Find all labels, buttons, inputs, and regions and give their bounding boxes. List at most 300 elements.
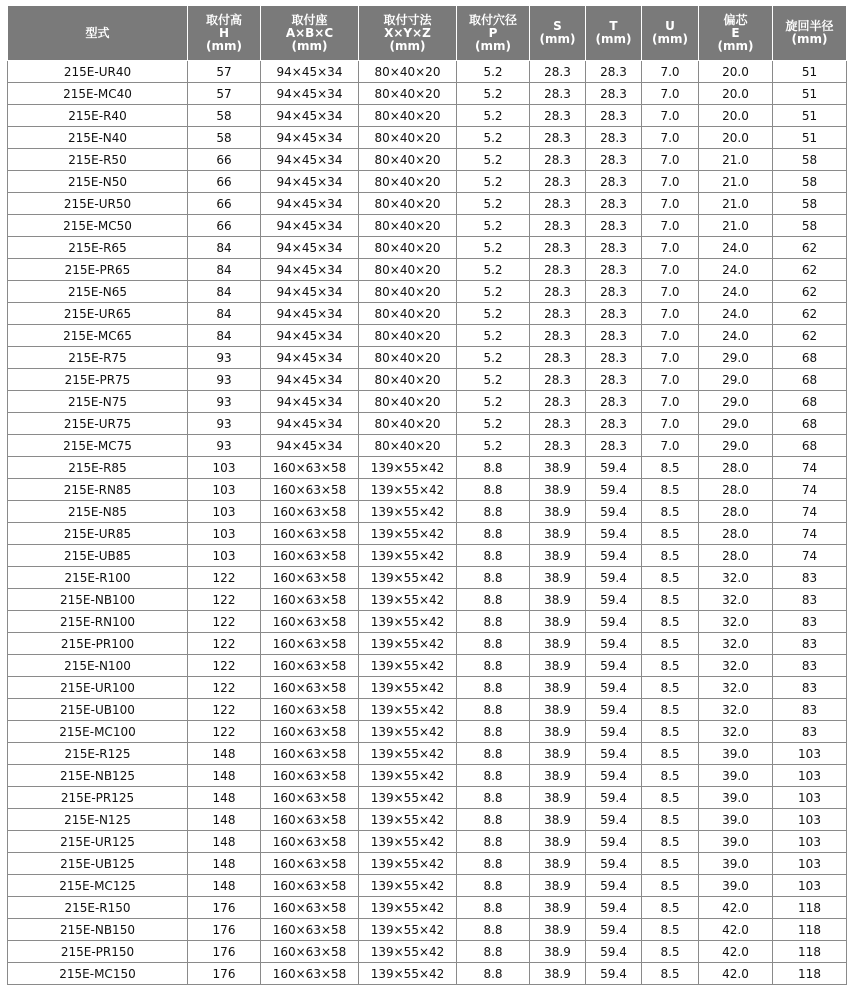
cell-height-h: 84 bbox=[188, 259, 261, 281]
table-row bbox=[8, 765, 847, 787]
cell-t: 28.3 bbox=[586, 149, 642, 171]
cell-s: 28.3 bbox=[530, 237, 586, 259]
cell-model: 215E-UR85 bbox=[8, 523, 188, 545]
table-row bbox=[8, 809, 847, 831]
cell-model: 215E-R125 bbox=[8, 743, 188, 765]
cell-swing-radius: 62 bbox=[773, 259, 847, 281]
cell-height-h: 103 bbox=[188, 545, 261, 567]
cell-mount-seat-axbxc: 94×45×34 bbox=[261, 391, 359, 413]
cell-model: 215E-N100 bbox=[8, 655, 188, 677]
cell-hole-dia-p: 8.8 bbox=[457, 853, 530, 875]
cell-model: 215E-UR125 bbox=[8, 831, 188, 853]
cell-eccentric-e: 28.0 bbox=[699, 457, 773, 479]
table-row bbox=[8, 215, 847, 237]
column-header-line: H bbox=[218, 25, 230, 40]
cell-hole-dia-p: 8.8 bbox=[457, 743, 530, 765]
cell-s: 38.9 bbox=[530, 567, 586, 589]
cell-height-h: 84 bbox=[188, 325, 261, 347]
cell-mount-dims-xxyxz: 139×55×42 bbox=[359, 853, 457, 875]
cell-eccentric-e: 28.0 bbox=[699, 545, 773, 567]
cell-eccentric-e: 42.0 bbox=[699, 919, 773, 941]
column-header-line: 取付穴径 bbox=[468, 12, 517, 27]
cell-t: 59.4 bbox=[586, 831, 642, 853]
column-header-line: (mm) bbox=[595, 32, 632, 46]
cell-s: 28.3 bbox=[530, 105, 586, 127]
cell-hole-dia-p: 8.8 bbox=[457, 787, 530, 809]
table-row bbox=[8, 325, 847, 347]
cell-mount-dims-xxyxz: 80×40×20 bbox=[359, 127, 457, 149]
cell-mount-dims-xxyxz: 139×55×42 bbox=[359, 589, 457, 611]
cell-s: 38.9 bbox=[530, 501, 586, 523]
cell-mount-dims-xxyxz: 80×40×20 bbox=[359, 369, 457, 391]
cell-mount-seat-axbxc: 160×63×58 bbox=[261, 765, 359, 787]
column-header-mount-seat-axbxc bbox=[261, 6, 359, 61]
cell-swing-radius: 51 bbox=[773, 83, 847, 105]
cell-mount-dims-xxyxz: 80×40×20 bbox=[359, 193, 457, 215]
cell-hole-dia-p: 8.8 bbox=[457, 809, 530, 831]
cell-mount-dims-xxyxz: 80×40×20 bbox=[359, 281, 457, 303]
cell-eccentric-e: 32.0 bbox=[699, 699, 773, 721]
cell-mount-seat-axbxc: 160×63×58 bbox=[261, 941, 359, 963]
cell-eccentric-e: 39.0 bbox=[699, 809, 773, 831]
cell-height-h: 93 bbox=[188, 369, 261, 391]
cell-mount-seat-axbxc: 160×63×58 bbox=[261, 963, 359, 985]
cell-u: 7.0 bbox=[642, 127, 699, 149]
cell-u: 7.0 bbox=[642, 105, 699, 127]
column-header-u bbox=[642, 6, 699, 61]
cell-t: 59.4 bbox=[586, 589, 642, 611]
cell-swing-radius: 103 bbox=[773, 831, 847, 853]
cell-u: 7.0 bbox=[642, 171, 699, 193]
column-header-line: (mm) bbox=[291, 38, 328, 53]
cell-mount-dims-xxyxz: 139×55×42 bbox=[359, 479, 457, 501]
cell-s: 38.9 bbox=[530, 765, 586, 787]
table-row bbox=[8, 655, 847, 677]
cell-mount-dims-xxyxz: 139×55×42 bbox=[359, 677, 457, 699]
table-row bbox=[8, 963, 847, 985]
cell-mount-dims-xxyxz: 80×40×20 bbox=[359, 105, 457, 127]
cell-t: 59.4 bbox=[586, 479, 642, 501]
cell-height-h: 93 bbox=[188, 391, 261, 413]
cell-mount-seat-axbxc: 94×45×34 bbox=[261, 171, 359, 193]
cell-swing-radius: 103 bbox=[773, 875, 847, 897]
cell-height-h: 176 bbox=[188, 897, 261, 919]
cell-swing-radius: 103 bbox=[773, 853, 847, 875]
cell-swing-radius: 118 bbox=[773, 897, 847, 919]
cell-height-h: 176 bbox=[188, 941, 261, 963]
cell-swing-radius: 62 bbox=[773, 237, 847, 259]
cell-height-h: 148 bbox=[188, 787, 261, 809]
column-header-line: 型式 bbox=[85, 25, 110, 40]
cell-model: 215E-MC125 bbox=[8, 875, 188, 897]
cell-mount-dims-xxyxz: 139×55×42 bbox=[359, 655, 457, 677]
cell-hole-dia-p: 5.2 bbox=[457, 105, 530, 127]
cell-hole-dia-p: 8.8 bbox=[457, 875, 530, 897]
cell-hole-dia-p: 5.2 bbox=[457, 303, 530, 325]
table-row bbox=[8, 897, 847, 919]
cell-s: 38.9 bbox=[530, 743, 586, 765]
cell-model: 215E-UB125 bbox=[8, 853, 188, 875]
cell-s: 28.3 bbox=[530, 149, 586, 171]
cell-t: 59.4 bbox=[586, 721, 642, 743]
cell-model: 215E-PR150 bbox=[8, 941, 188, 963]
cell-t: 28.3 bbox=[586, 281, 642, 303]
cell-swing-radius: 83 bbox=[773, 677, 847, 699]
cell-s: 38.9 bbox=[530, 589, 586, 611]
cell-u: 8.5 bbox=[642, 875, 699, 897]
cell-u: 8.5 bbox=[642, 963, 699, 985]
cell-u: 8.5 bbox=[642, 611, 699, 633]
cell-swing-radius: 83 bbox=[773, 633, 847, 655]
cell-swing-radius: 118 bbox=[773, 941, 847, 963]
table-row bbox=[8, 787, 847, 809]
cell-s: 38.9 bbox=[530, 963, 586, 985]
cell-hole-dia-p: 8.8 bbox=[457, 611, 530, 633]
cell-t: 28.3 bbox=[586, 105, 642, 127]
cell-swing-radius: 83 bbox=[773, 589, 847, 611]
cell-hole-dia-p: 8.8 bbox=[457, 457, 530, 479]
cell-mount-seat-axbxc: 160×63×58 bbox=[261, 897, 359, 919]
column-header-line: E bbox=[731, 25, 740, 40]
column-header-line: (mm) bbox=[206, 38, 242, 53]
cell-mount-seat-axbxc: 160×63×58 bbox=[261, 699, 359, 721]
cell-mount-seat-axbxc: 160×63×58 bbox=[261, 611, 359, 633]
cell-s: 38.9 bbox=[530, 787, 586, 809]
cell-u: 8.5 bbox=[642, 919, 699, 941]
table-row bbox=[8, 281, 847, 303]
cell-eccentric-e: 39.0 bbox=[699, 853, 773, 875]
cell-eccentric-e: 29.0 bbox=[699, 413, 773, 435]
cell-t: 59.4 bbox=[586, 875, 642, 897]
cell-mount-dims-xxyxz: 139×55×42 bbox=[359, 457, 457, 479]
cell-height-h: 103 bbox=[188, 457, 261, 479]
cell-model: 215E-MC40 bbox=[8, 83, 188, 105]
column-header-model bbox=[8, 6, 188, 61]
cell-mount-seat-axbxc: 94×45×34 bbox=[261, 413, 359, 435]
cell-hole-dia-p: 5.2 bbox=[457, 281, 530, 303]
cell-swing-radius: 74 bbox=[773, 457, 847, 479]
cell-t: 59.4 bbox=[586, 457, 642, 479]
cell-mount-dims-xxyxz: 80×40×20 bbox=[359, 215, 457, 237]
cell-t: 28.3 bbox=[586, 83, 642, 105]
cell-height-h: 57 bbox=[188, 61, 261, 83]
cell-t: 28.3 bbox=[586, 347, 642, 369]
cell-swing-radius: 51 bbox=[773, 105, 847, 127]
table-row bbox=[8, 567, 847, 589]
cell-height-h: 122 bbox=[188, 611, 261, 633]
cell-model: 215E-MC100 bbox=[8, 721, 188, 743]
cell-u: 8.5 bbox=[642, 655, 699, 677]
cell-height-h: 103 bbox=[188, 523, 261, 545]
cell-mount-dims-xxyxz: 80×40×20 bbox=[359, 149, 457, 171]
cell-s: 38.9 bbox=[530, 677, 586, 699]
cell-s: 38.9 bbox=[530, 633, 586, 655]
cell-swing-radius: 68 bbox=[773, 391, 847, 413]
cell-t: 59.4 bbox=[586, 545, 642, 567]
cell-height-h: 58 bbox=[188, 105, 261, 127]
cell-s: 28.3 bbox=[530, 215, 586, 237]
cell-u: 8.5 bbox=[642, 853, 699, 875]
cell-mount-seat-axbxc: 160×63×58 bbox=[261, 875, 359, 897]
cell-model: 215E-UR65 bbox=[8, 303, 188, 325]
cell-u: 7.0 bbox=[642, 259, 699, 281]
cell-eccentric-e: 20.0 bbox=[699, 61, 773, 83]
cell-swing-radius: 68 bbox=[773, 369, 847, 391]
cell-mount-dims-xxyxz: 139×55×42 bbox=[359, 809, 457, 831]
cell-mount-seat-axbxc: 94×45×34 bbox=[261, 61, 359, 83]
cell-swing-radius: 68 bbox=[773, 435, 847, 457]
cell-model: 215E-UB85 bbox=[8, 545, 188, 567]
cell-u: 7.0 bbox=[642, 413, 699, 435]
cell-t: 59.4 bbox=[586, 787, 642, 809]
cell-mount-dims-xxyxz: 139×55×42 bbox=[359, 765, 457, 787]
cell-mount-dims-xxyxz: 139×55×42 bbox=[359, 567, 457, 589]
table-row bbox=[8, 941, 847, 963]
cell-height-h: 93 bbox=[188, 413, 261, 435]
cell-s: 28.3 bbox=[530, 413, 586, 435]
cell-s: 28.3 bbox=[530, 127, 586, 149]
cell-eccentric-e: 24.0 bbox=[699, 325, 773, 347]
cell-height-h: 176 bbox=[188, 963, 261, 985]
cell-mount-seat-axbxc: 94×45×34 bbox=[261, 149, 359, 171]
cell-eccentric-e: 24.0 bbox=[699, 303, 773, 325]
cell-t: 28.3 bbox=[586, 171, 642, 193]
cell-s: 28.3 bbox=[530, 83, 586, 105]
cell-t: 28.3 bbox=[586, 215, 642, 237]
cell-t: 28.3 bbox=[586, 435, 642, 457]
cell-model: 215E-RN85 bbox=[8, 479, 188, 501]
cell-height-h: 84 bbox=[188, 281, 261, 303]
cell-hole-dia-p: 5.2 bbox=[457, 193, 530, 215]
cell-mount-seat-axbxc: 160×63×58 bbox=[261, 479, 359, 501]
cell-eccentric-e: 42.0 bbox=[699, 963, 773, 985]
cell-u: 7.0 bbox=[642, 83, 699, 105]
cell-t: 59.4 bbox=[586, 853, 642, 875]
cell-model: 215E-N50 bbox=[8, 171, 188, 193]
cell-t: 59.4 bbox=[586, 963, 642, 985]
table-row bbox=[8, 545, 847, 567]
cell-height-h: 93 bbox=[188, 435, 261, 457]
cell-u: 8.5 bbox=[642, 721, 699, 743]
cell-model: 215E-UR100 bbox=[8, 677, 188, 699]
cell-eccentric-e: 39.0 bbox=[699, 743, 773, 765]
cell-t: 59.4 bbox=[586, 743, 642, 765]
cell-eccentric-e: 39.0 bbox=[699, 787, 773, 809]
cell-eccentric-e: 21.0 bbox=[699, 149, 773, 171]
cell-u: 7.0 bbox=[642, 369, 699, 391]
cell-height-h: 58 bbox=[188, 127, 261, 149]
cell-t: 28.3 bbox=[586, 61, 642, 83]
cell-model: 215E-R65 bbox=[8, 237, 188, 259]
cell-height-h: 122 bbox=[188, 677, 261, 699]
cell-eccentric-e: 32.0 bbox=[699, 611, 773, 633]
cell-model: 215E-UR40 bbox=[8, 61, 188, 83]
table-row bbox=[8, 743, 847, 765]
cell-hole-dia-p: 5.2 bbox=[457, 435, 530, 457]
cell-swing-radius: 103 bbox=[773, 743, 847, 765]
cell-swing-radius: 74 bbox=[773, 479, 847, 501]
cell-model: 215E-MC75 bbox=[8, 435, 188, 457]
cell-hole-dia-p: 8.8 bbox=[457, 831, 530, 853]
cell-u: 8.5 bbox=[642, 479, 699, 501]
cell-model: 215E-NB125 bbox=[8, 765, 188, 787]
cell-s: 38.9 bbox=[530, 897, 586, 919]
cell-hole-dia-p: 8.8 bbox=[457, 941, 530, 963]
cell-eccentric-e: 29.0 bbox=[699, 347, 773, 369]
cell-s: 28.3 bbox=[530, 325, 586, 347]
cell-height-h: 148 bbox=[188, 765, 261, 787]
cell-t: 28.3 bbox=[586, 391, 642, 413]
cell-t: 59.4 bbox=[586, 897, 642, 919]
cell-swing-radius: 51 bbox=[773, 61, 847, 83]
cell-mount-dims-xxyxz: 139×55×42 bbox=[359, 633, 457, 655]
cell-eccentric-e: 29.0 bbox=[699, 369, 773, 391]
cell-u: 7.0 bbox=[642, 391, 699, 413]
cell-swing-radius: 58 bbox=[773, 193, 847, 215]
cell-model: 215E-N125 bbox=[8, 809, 188, 831]
cell-hole-dia-p: 5.2 bbox=[457, 369, 530, 391]
cell-mount-seat-axbxc: 160×63×58 bbox=[261, 919, 359, 941]
cell-model: 215E-UR75 bbox=[8, 413, 188, 435]
cell-s: 38.9 bbox=[530, 655, 586, 677]
table-row bbox=[8, 831, 847, 853]
cell-mount-seat-axbxc: 94×45×34 bbox=[261, 435, 359, 457]
cell-mount-seat-axbxc: 94×45×34 bbox=[261, 347, 359, 369]
cell-height-h: 103 bbox=[188, 479, 261, 501]
cell-swing-radius: 58 bbox=[773, 215, 847, 237]
cell-eccentric-e: 28.0 bbox=[699, 479, 773, 501]
cell-u: 8.5 bbox=[642, 545, 699, 567]
cell-model: 215E-UR50 bbox=[8, 193, 188, 215]
cell-mount-seat-axbxc: 94×45×34 bbox=[261, 259, 359, 281]
cell-t: 59.4 bbox=[586, 765, 642, 787]
cell-u: 8.5 bbox=[642, 897, 699, 919]
table-row bbox=[8, 677, 847, 699]
cell-height-h: 93 bbox=[188, 347, 261, 369]
cell-s: 28.3 bbox=[530, 435, 586, 457]
cell-mount-seat-axbxc: 94×45×34 bbox=[261, 105, 359, 127]
column-header-t bbox=[586, 6, 642, 61]
cell-t: 59.4 bbox=[586, 677, 642, 699]
cell-eccentric-e: 21.0 bbox=[699, 193, 773, 215]
cell-u: 8.5 bbox=[642, 523, 699, 545]
cell-mount-dims-xxyxz: 139×55×42 bbox=[359, 787, 457, 809]
cell-s: 28.3 bbox=[530, 391, 586, 413]
cell-swing-radius: 74 bbox=[773, 545, 847, 567]
column-header-line: A×B×C bbox=[285, 25, 334, 40]
cell-t: 28.3 bbox=[586, 369, 642, 391]
table-row bbox=[8, 149, 847, 171]
cell-s: 28.3 bbox=[530, 281, 586, 303]
cell-swing-radius: 62 bbox=[773, 303, 847, 325]
cell-s: 28.3 bbox=[530, 259, 586, 281]
header-row bbox=[8, 6, 847, 61]
column-header-line: U bbox=[665, 19, 675, 33]
cell-height-h: 122 bbox=[188, 721, 261, 743]
cell-t: 28.3 bbox=[586, 193, 642, 215]
cell-s: 28.3 bbox=[530, 303, 586, 325]
cell-mount-seat-axbxc: 94×45×34 bbox=[261, 281, 359, 303]
cell-hole-dia-p: 8.8 bbox=[457, 567, 530, 589]
cell-t: 59.4 bbox=[586, 699, 642, 721]
cell-t: 59.4 bbox=[586, 919, 642, 941]
cell-model: 215E-N65 bbox=[8, 281, 188, 303]
spec-table bbox=[7, 5, 847, 985]
table-row bbox=[8, 501, 847, 523]
cell-eccentric-e: 28.0 bbox=[699, 501, 773, 523]
table-row bbox=[8, 479, 847, 501]
cell-mount-seat-axbxc: 160×63×58 bbox=[261, 831, 359, 853]
cell-swing-radius: 118 bbox=[773, 963, 847, 985]
cell-eccentric-e: 32.0 bbox=[699, 721, 773, 743]
cell-t: 59.4 bbox=[586, 611, 642, 633]
cell-swing-radius: 118 bbox=[773, 919, 847, 941]
cell-s: 28.3 bbox=[530, 369, 586, 391]
cell-mount-seat-axbxc: 94×45×34 bbox=[261, 237, 359, 259]
cell-u: 7.0 bbox=[642, 61, 699, 83]
cell-model: 215E-PR125 bbox=[8, 787, 188, 809]
column-header-eccentric-e bbox=[699, 6, 773, 61]
cell-model: 215E-RN100 bbox=[8, 611, 188, 633]
cell-s: 38.9 bbox=[530, 919, 586, 941]
cell-hole-dia-p: 5.2 bbox=[457, 391, 530, 413]
cell-mount-dims-xxyxz: 80×40×20 bbox=[359, 259, 457, 281]
cell-height-h: 122 bbox=[188, 655, 261, 677]
cell-model: 215E-MC50 bbox=[8, 215, 188, 237]
cell-height-h: 66 bbox=[188, 215, 261, 237]
cell-mount-seat-axbxc: 160×63×58 bbox=[261, 457, 359, 479]
table-row bbox=[8, 919, 847, 941]
cell-mount-dims-xxyxz: 139×55×42 bbox=[359, 941, 457, 963]
column-header-mount-dims-xxyxz bbox=[359, 6, 457, 61]
cell-eccentric-e: 32.0 bbox=[699, 655, 773, 677]
cell-t: 28.3 bbox=[586, 237, 642, 259]
cell-height-h: 148 bbox=[188, 831, 261, 853]
column-header-line: X×Y×Z bbox=[384, 25, 431, 40]
cell-mount-seat-axbxc: 160×63×58 bbox=[261, 501, 359, 523]
cell-eccentric-e: 42.0 bbox=[699, 941, 773, 963]
cell-swing-radius: 103 bbox=[773, 787, 847, 809]
cell-s: 38.9 bbox=[530, 941, 586, 963]
cell-mount-dims-xxyxz: 139×55×42 bbox=[359, 875, 457, 897]
column-header-line: (mm) bbox=[475, 38, 511, 53]
cell-u: 8.5 bbox=[642, 567, 699, 589]
cell-swing-radius: 83 bbox=[773, 611, 847, 633]
cell-s: 28.3 bbox=[530, 347, 586, 369]
cell-eccentric-e: 39.0 bbox=[699, 765, 773, 787]
cell-u: 7.0 bbox=[642, 237, 699, 259]
cell-mount-dims-xxyxz: 139×55×42 bbox=[359, 963, 457, 985]
cell-t: 59.4 bbox=[586, 501, 642, 523]
cell-mount-dims-xxyxz: 80×40×20 bbox=[359, 303, 457, 325]
cell-mount-dims-xxyxz: 139×55×42 bbox=[359, 523, 457, 545]
cell-mount-dims-xxyxz: 80×40×20 bbox=[359, 435, 457, 457]
table-row bbox=[8, 875, 847, 897]
cell-hole-dia-p: 8.8 bbox=[457, 677, 530, 699]
cell-mount-seat-axbxc: 160×63×58 bbox=[261, 853, 359, 875]
cell-model: 215E-R40 bbox=[8, 105, 188, 127]
cell-model: 215E-MC150 bbox=[8, 963, 188, 985]
table-body bbox=[8, 61, 847, 985]
table-row bbox=[8, 391, 847, 413]
cell-mount-seat-axbxc: 94×45×34 bbox=[261, 303, 359, 325]
cell-u: 8.5 bbox=[642, 457, 699, 479]
cell-mount-seat-axbxc: 160×63×58 bbox=[261, 523, 359, 545]
cell-mount-dims-xxyxz: 139×55×42 bbox=[359, 743, 457, 765]
cell-u: 8.5 bbox=[642, 677, 699, 699]
cell-eccentric-e: 24.0 bbox=[699, 281, 773, 303]
cell-mount-dims-xxyxz: 80×40×20 bbox=[359, 347, 457, 369]
